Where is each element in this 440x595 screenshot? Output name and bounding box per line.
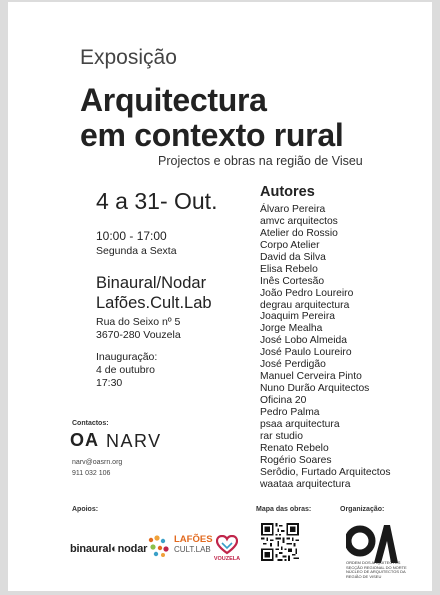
lafoes-dots-icon bbox=[146, 534, 172, 558]
exhibition-poster bbox=[8, 2, 432, 591]
author-item: José Lobo Almeida bbox=[260, 335, 348, 347]
author-item: José Paulo Loureiro bbox=[260, 347, 352, 359]
address-line-2: 3670-280 Vouzela bbox=[96, 329, 181, 341]
opening-days: Segunda a Sexta bbox=[96, 245, 177, 257]
author-item: psaa arquitectura bbox=[260, 418, 340, 430]
qr-code-icon[interactable] bbox=[261, 523, 299, 561]
organization-heading: Organização: bbox=[340, 506, 385, 513]
author-item: Jorge Mealha bbox=[260, 323, 323, 335]
contact-phone[interactable]: 911 032 106 bbox=[72, 470, 111, 477]
author-item: Atelier do Rossio bbox=[260, 227, 338, 239]
opening-hours: 10:00 - 17:00 bbox=[96, 229, 167, 243]
vouzela-label: VOUZELA bbox=[213, 556, 241, 562]
authors-list bbox=[260, 204, 391, 491]
author-item: Serôdio, Furtado Arquitectos bbox=[260, 466, 391, 478]
author-item: Álvaro Pereira bbox=[260, 204, 326, 215]
author-item: amvc arquitectos bbox=[260, 215, 338, 227]
title-line-2: em contexto rural bbox=[80, 117, 344, 153]
inauguration-label: Inauguração: bbox=[96, 351, 158, 363]
author-item: Pedro Palma bbox=[260, 406, 320, 418]
author-item: Renato Rebelo bbox=[260, 442, 329, 454]
address-line-1: Rua do Seixo nº 5 bbox=[96, 316, 181, 328]
binaural-nodar-logo: binaural◐nodar bbox=[70, 543, 148, 555]
author-item: Nuno Durão Arquitectos bbox=[260, 383, 370, 395]
venue-name-line-2: Lafões.Cult.Lab bbox=[96, 294, 212, 312]
ordem-dos-arquitectos-caption: ORDEM DOS ARQUITECTOS SECÇÃO REGIONAL DO NORTE NÚCLEO DE ARQUITECTOS DA REGIÃO DE VISEU bbox=[346, 560, 407, 579]
author-item: David da Silva bbox=[260, 251, 326, 263]
author-item: rar studio bbox=[260, 430, 303, 442]
author-item: Elisa Rebelo bbox=[260, 263, 318, 275]
vouzela-logo bbox=[213, 535, 241, 565]
event-dates: 4 a 31- Out. bbox=[96, 188, 218, 214]
exhibition-kicker: Exposição bbox=[80, 46, 177, 69]
venue-name-line-1: Binaural/Nodar bbox=[96, 274, 207, 292]
lafoes-cult-lab-logo bbox=[146, 534, 213, 558]
oa-logo: OA bbox=[70, 430, 99, 450]
lafoes-label: LAFÕES bbox=[174, 534, 213, 545]
sponsors-heading: Apoios: bbox=[72, 506, 99, 513]
inauguration-date: 4 de outubro bbox=[96, 364, 155, 376]
narv-logo: NARV bbox=[106, 431, 162, 451]
author-item: Joaquim Pereira bbox=[260, 311, 335, 323]
heart-icon bbox=[216, 535, 238, 555]
author-item: Manuel Cerveira Pinto bbox=[260, 371, 362, 383]
author-item: João Pedro Loureiro bbox=[260, 287, 354, 299]
map-heading: Mapa das obras: bbox=[256, 506, 312, 513]
contacts-heading: Contactos: bbox=[72, 420, 109, 427]
author-item: Corpo Atelier bbox=[260, 239, 320, 251]
title-line-1: Arquitectura bbox=[80, 82, 267, 118]
author-item: Inês Cortesão bbox=[260, 275, 325, 287]
subtitle: Projectos e obras na região de Viseu bbox=[158, 154, 363, 168]
author-item: Rogério Soares bbox=[260, 454, 332, 466]
contact-email[interactable]: narv@oasrn.org bbox=[72, 459, 123, 466]
author-item: Oficina 20 bbox=[260, 395, 307, 406]
author-item: degrau arquitectura bbox=[260, 299, 350, 311]
cult-lab-label: CULT.LAB bbox=[174, 545, 211, 554]
author-item: waataa arquitectura bbox=[260, 478, 351, 490]
author-item: José Perdigão bbox=[260, 359, 326, 371]
inauguration-time: 17:30 bbox=[96, 377, 123, 389]
authors-heading: Autores bbox=[260, 184, 315, 200]
